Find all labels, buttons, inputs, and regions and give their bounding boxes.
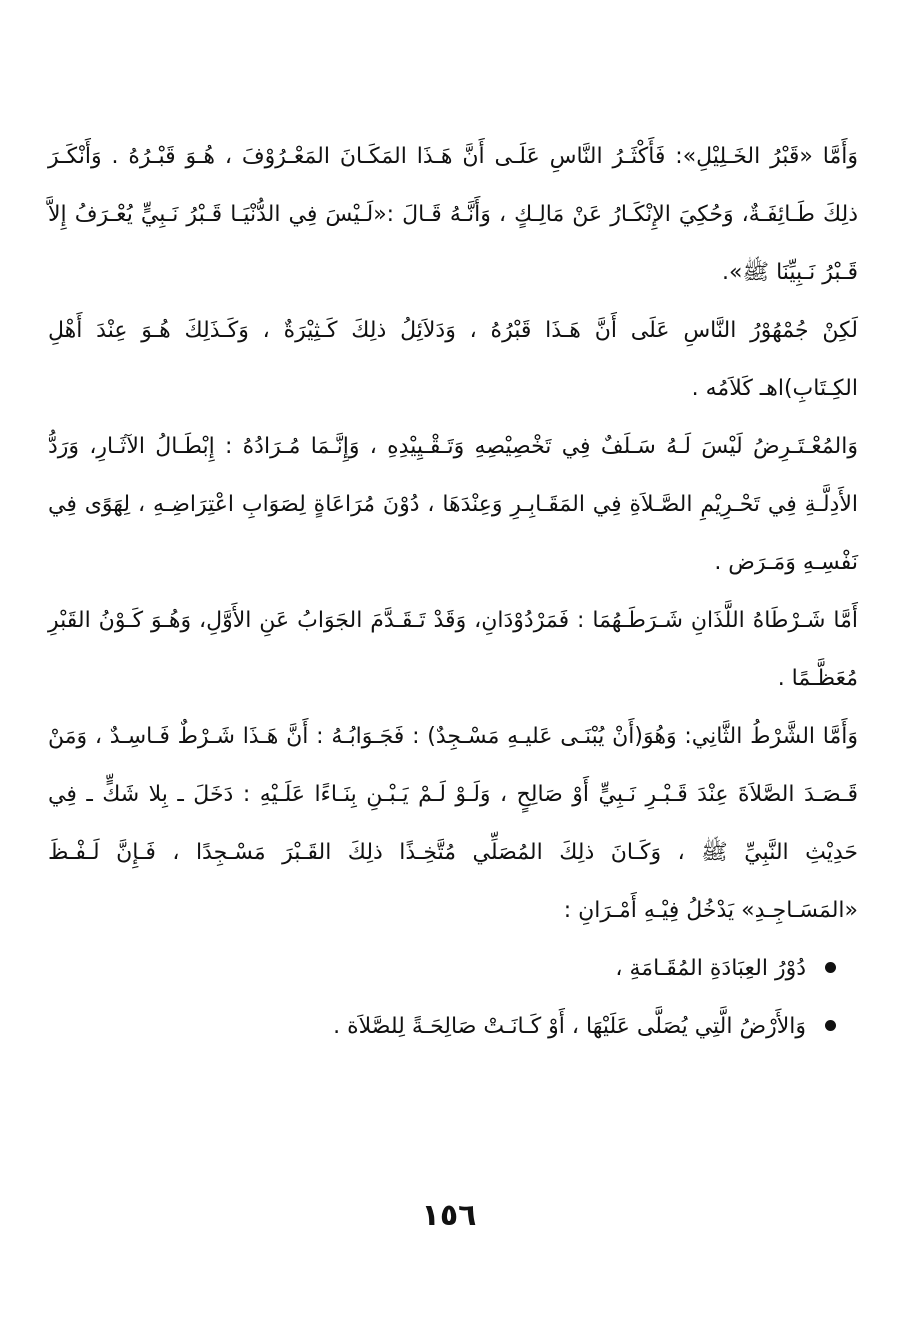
paragraph-shartah: أَمَّا شَـرْطَاهُ اللَّذَانِ شَـرَطَـهُمَا : فَمَرْدُوْدَانِ، وَقَدْ تَـقَـدَّمَ الجَوَابُ عَنِ الأَوَّلِ، وَهُـوَ كَـوْنُ القَبْرِ مُعَظَّـمًا .	[48, 608, 858, 691]
bullet-dot-icon	[825, 962, 836, 973]
page-number: ١٥٦	[421, 1198, 477, 1233]
paragraph-qabr-al-khalil: وَأَمَّا «قَبْرُ الخَـلِيْلِ»: فَأَكْثَـرُ النَّاسِ عَلَـى أَنَّ هَـذَا المَكَـانَ المَعْـرُوْفَ ، هُـوَ قَبْـرُهُ . وَأَنْكَـرَ ذلِكَ طَـائِفَـةٌ، وَحُكِيَ الإِنْكَـارُ عَنْ مَالِـكٍ ، وَأَنَّـهُ قَـالَ :«لَـيْسَ فِي الدُّنْيَـا قَـبْرُ نَـبِيٍّ يُعْـرَفُ إِلاَّ قَـبْرُ نَـبِيِّنَا ﷺ».	[48, 144, 858, 285]
list-item-text: دُوْرُ العِبَادَةِ المُقَـامَةِ ،	[615, 956, 806, 981]
page-body-text	[48, 128, 858, 1056]
bullet-dot-icon	[825, 1020, 836, 1031]
paragraph-al-mutarid: وَالمُعْـتَـرِضُ لَيْسَ لَـهُ سَـلَفٌ فِي تَخْصِيْصِهِ وَتَـقْـيِيْدِهِ ، وَإِنَّـمَا مُـرَادُهُ : إِبْطَـالُ الآثَـارِ، وَرَدُّ الأَدِلَّـةِ فِي تَحْـرِيْمِ الصَّـلاَةِ فِي المَقَـابِـرِ وَعِنْدَهَا ، دُوْنَ مُرَاعَاةٍ لِصَوَابِ اعْتِرَاضِـهِ ، لِهَوًى فِي نَفْسِـهِ وَمَـرَض .	[48, 434, 858, 575]
paragraph-ash-shart-ath-thani: وَأَمَّا الشَّرْطُ الثَّانِي: وَهُوَ(أَنْ يُبْنَـى عَليـهِ مَسْـجِدٌ) : فَجَـوَابُـهُ : أَنَّ هَـذَا شَـرْطٌ فَـاسِـدٌ ، وَمَنْ قَـصَـدَ الصَّلاَةَ عِنْدَ قَـبْـرِ نَـبِيٍّ أَوْ صَالِحٍ ، وَلَـوْ لَـمْ يَـبْـنِ بِنَـاءًا عَلَـيْهِ : دَخَلَ ـ بِلا شَكٍّ ـ فِي حَدِيْثِ النَّبِيِّ ﷺ ، وَكَـانَ ذلِكَ المُصَلِّي مُتَّخِـذًا ذلِكَ القَـبْرَ مَسْـجِدًا ، فَـإِنَّ لَـفْـظَ «المَسَـاجِـدِ» يَدْخُلُ فِيْـهِ أَمْـرَانِ :	[48, 724, 858, 923]
list-item	[48, 998, 836, 1056]
list-item-text: وَالأَرْضُ الَّتِي يُصَلَّى عَلَيْهَا ، أَوْ كَـانَـتْ صَالِحَـةً لِلصَّلاَة .	[333, 1014, 806, 1039]
list-item	[48, 940, 836, 998]
bullet-list	[48, 940, 858, 1056]
paragraph-jumhur-an-nas: لَكِنْ جُمْهُوْرُ النَّاسِ عَلَى أَنَّ هَـذَا قَبْرُهُ ، وَدَلاَئِلُ ذلِكَ كَـثِيْرَةٌ ، وَكَـذَلِكَ هُـوَ عِنْدَ أَهْلِ الكِـتَابِ)اهـ كَلاَمُه .	[48, 318, 858, 401]
